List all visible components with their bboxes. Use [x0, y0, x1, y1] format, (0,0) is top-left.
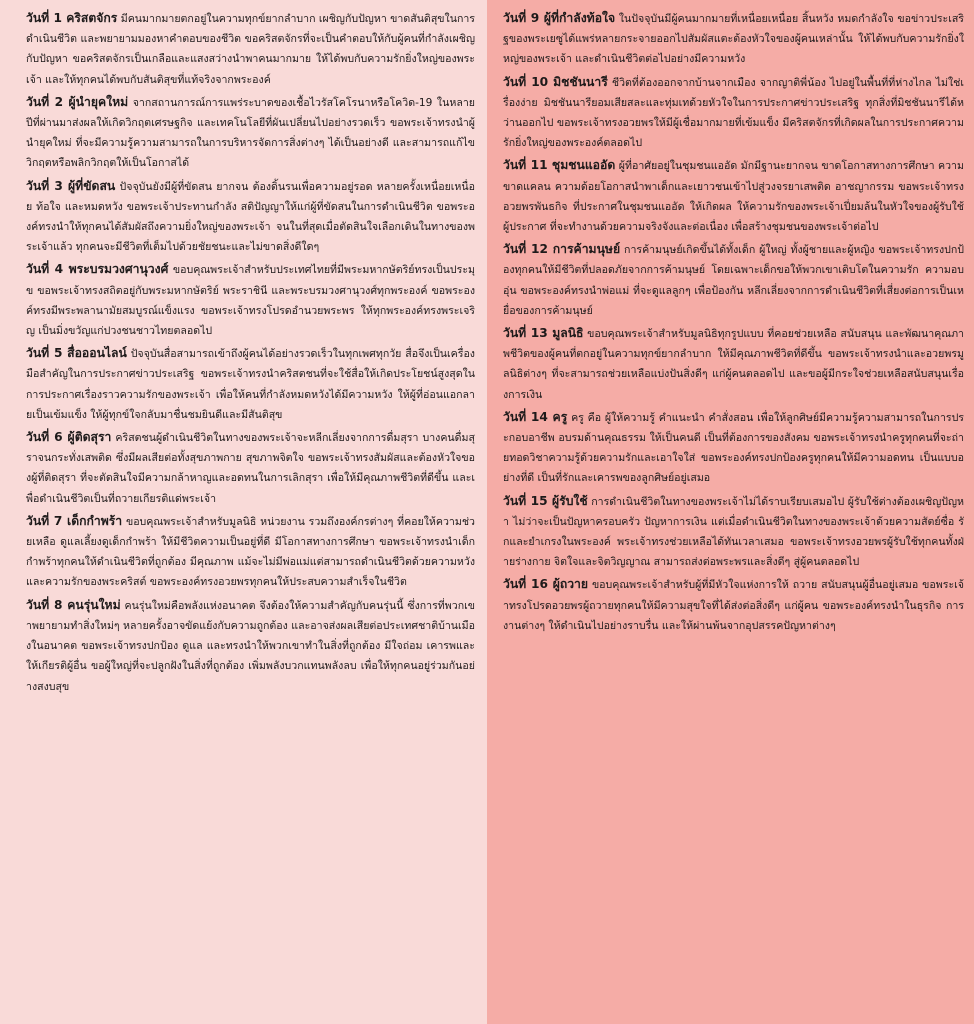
- entry-text: คนรุ่นใหม่คือพลังแห่งอนาคต จึงต้องให้ความสำคัญกับคนรุ่นนี้ ซึ่งการที่พวกเขาพยายามทำสิ่งใหม่ๆ หลายครั้งอาจขัดแย้งกับความถูกต้อง และอาจส่งผลเสียต่อประเทศชาติบ้านเมืองในอนาคต ขอพระเจ้าทรงปกป้อง ดูแล และทรงนำให้พวกเขาทำในสิ่งที่ถูกต้อง มีใจถ่อม เคารพและให้เกียรติผู้อื่น ขอผู้ใหญ่ที่จะปลูกฝังในสิ่งที่ถูกต้อง เพิ่มพลังบวกแทนพลังลบ เพื่อให้ทุกคนอยู่ร่วมกันอย่างสงบสุข: [26, 599, 475, 693]
- prayer-entry: [26, 427, 475, 509]
- entry-heading: วันที่ 9 ผู้ที่กำลังท้อใจ: [503, 11, 616, 25]
- prayer-entry: [26, 595, 475, 697]
- prayer-entry: [503, 239, 964, 321]
- prayer-entry: [26, 259, 475, 341]
- entry-heading: วันที่ 4 พระบรมวงศานุวงศ์: [26, 262, 169, 277]
- prayer-entry: [26, 176, 475, 258]
- entry-text: ขอบคุณพระเจ้าสำหรับมูลนิธิทุกรูปแบบ ที่คอยช่วยเหลือ สนับสนุน และพัฒนาคุณภาพชีวิตของผู้คนที่ตกอยู่ในความทุกข์ยากลำบาก ให้มีคุณภาพชีวิตที่ดีขึ้น ขอพระเจ้าทรงนำและอวยพรมูลนิธิต่างๆ ที่จะสามารถช่วยเหลือแบ่งปันสิ่งดีๆ แก่ผู้คนตลอดไป และขอผู้มีกระใจช่วยเหลือสนับสนุนเรื่องการเงิน: [503, 328, 964, 401]
- entry-heading: วันที่ 14 ครู: [503, 409, 568, 424]
- entry-text: ขอบคุณพระเจ้าสำหรับผู้ที่มีหัวใจแห่งการให้ ถวาย สนับสนุนผู้อื่นอยู่เสมอ ขอพระเจ้าทรงโปรดอวยพรผู้ถวายทุกคนให้มีความสุขใจที่ได้ส่งต่อสิ่งดีๆ แก่ผู้คน ขอพระองค์ทรงนำในธุรกิจ การงานต่างๆ ให้ดำเนินไปอย่างราบรื่น และให้ผ่านพ้นจากอุปสรรคปัญหาต่างๆ: [503, 579, 964, 632]
- right-column: [487, 0, 974, 1024]
- entry-text: ปัจจุบันยังมีผู้ที่ขัดสน ยากจน ต้องดิ้นรนเพื่อความอยู่รอด หลายครั้งเหนื่อยเหนื่อย ท้อใจ และหมดหวัง ขอพระเจ้าประทานกำลัง สติปัญญาให้แก่ผู้ที่ขัดสนในการดำเนินชีวิต ขอพระองค์ทรงนำให้ทุกคนได้สัมผัสถึงความยิ่งใหญ่ของพระเจ้า จนในที่สุดเมื่อตัดสินใจเลือกเดินในทางของพระเจ้าแล้ว ทุกคนจะมีชีวิตที่เต็มไปด้วยชัยชนะและไม่ขาดสิ่งดีใดๆ: [26, 180, 475, 254]
- entry-text: คริสตชนผู้ดำเนินชีวิตในทางของพระเจ้าจะหลีกเลี่ยงจากการดื่มสุรา บางคนดื่มสุราจนกระทั่งเสพติด ซึ่งมีผลเสียต่อทั้งสุขภาพกาย สุขภาพจิตใจ ขอพระเจ้าทรงสัมผัสและต้องหัวใจของผู้ที่ติดสุรา ที่จะตัดสินใจมีความกล้าหาญและอดทนในการเลิกสุรา เพื่อให้มีคุณภาพชีวิตที่ดีขึ้น และเพื่อดำเนินชีวิตเป็นที่ถวายเกียรติแด่พระเจ้า: [26, 432, 475, 505]
- prayer-entry: [26, 8, 475, 90]
- entry-heading: วันที่ 10 มิชชันนารี: [503, 74, 608, 89]
- entry-text: ขอบคุณพระเจ้าสำหรับประเทศไทยที่มีพระมหากษัตริย์ทรงเป็นประมุข ขอพระเจ้าทรงสถิตอยู่กับพระมหากษัตริย์ พระราชินี และพระบรมวงศานุวงศ์ทุกพระองค์ ขอพระองค์ทรงมีพระพลานามัยสมบูรณ์แข็งแรง ขอพระเจ้าทรงโปรดอำนวยพระพร ให้ทุกพระองค์ทรงพระเจริญ เป็นมิ่งขวัญแก่ปวงชนชาวไทยตลอดไป: [26, 264, 475, 338]
- prayer-entry: [503, 8, 964, 70]
- entry-text: ผู้ที่อาศัยอยู่ในชุมชนแออัด มักมีฐานะยากจน ขาดโอกาสทางการศึกษา ความขาดแคลน ความด้อยโอกาสนำพาเด็กและเยาวชนเข้าไปสู่วงจรยาเสพติด อาชญากรรม ขอพระเจ้าทรงอวยพรพันธกิจ ที่ประกาศในชุมชนแออัด ให้เกิดผล ให้ความรักของพระเจ้าเปี่ยมล้นในหัวใจของผู้รับใช้ ผู้ประกาศ ที่จะทำงานด้วยความจริงจังและต่อเนื่อง เพื่อสร้างชุมชนของพระเจ้าต่อไป: [503, 160, 964, 234]
- prayer-entry: [26, 92, 475, 174]
- entry-heading: วันที่ 15 ผู้รับใช้: [503, 493, 588, 508]
- entry-heading: วันที่ 7 เด็กกำพร้า: [26, 513, 123, 528]
- entry-text: มีคนมากมายตกอยู่ในความทุกข์ยากลำบาก เผชิญกับปัญหา ขาดสันติสุขในการดำเนินชีวิต และพยายามมองหาคำตอบของชีวิต ขอคริสตจักรที่จะเป็นคำตอบให้กับผู้คนที่กำลังเผชิญกับปัญหา ขอคริสตจักรเป็นเกลือและแสงสว่างนำพาคนมากมาย ให้ได้พบกับความรักยิ่งใหญ่ของพระเจ้า และให้ทุกคนได้พบกับสันติสุขที่แท้จริงจากพระองค์: [26, 13, 475, 86]
- prayer-entry: [503, 323, 964, 405]
- entry-heading: วันที่ 8 คนรุ่นใหม่: [26, 597, 121, 612]
- prayer-entry: [503, 407, 964, 489]
- entry-heading: วันที่ 2 ผู้นำยุคใหม่: [26, 94, 129, 109]
- entry-heading: วันที่ 6 ผู้ติดสุรา: [26, 430, 112, 445]
- entry-text: ขอบคุณพระเจ้าสำหรับมูลนิธิ หน่วยงาน รวมถึงองค์กรต่างๆ ที่คอยให้ความช่วยเหลือ ดูแลเลี้ยงดูเด็กกำพร้า ให้มีชีวิตความเป็นอยู่ที่ดี มีโอกาสทางการศึกษา ขอพระเจ้าทรงนำเด็กกำพร้าทุกคนให้ดำเนินชีวิตที่ถูกต้อง มีคุณภาพ แม้จะไม่มีพ่อแม่แต่สามารถดำเนินชีวิตด้วยความหวัง และความรักของพระคริสต์ ขอพระองค์ทรงอวยพรทุกคนให้ประสบความสำเร็จในชีวิต: [26, 515, 475, 589]
- prayer-entry: [503, 574, 964, 636]
- entry-heading: วันที่ 3 ผู้ที่ขัดสน: [26, 178, 116, 193]
- prayer-entry: [503, 72, 964, 154]
- entry-text: การค้ามนุษย์เกิดขึ้นได้ทั้งเด็ก ผู้ใหญ่ ทั้งผู้ชายและผู้หญิง ขอพระเจ้าทรงปกป้องทุกคนให้มีชีวิตที่ปลอดภัยจากการค้ามนุษย์ โดยเฉพาะเด็กขอให้พวกเขาเติบโตในความรัก ความอบอุ่น ขอพระองค์ทรงนำพ่อแม่ ที่จะดูแลลูกๆ เพื่อป้องกัน หลีกเลี่ยงจากการดำเนินชีวิตที่เสี่ยงต่อการเป็นเหยื่อของการค้ามนุษย์: [503, 244, 964, 317]
- entry-heading: วันที่ 16 ผู้ถวาย: [503, 577, 589, 592]
- prayer-entry: [503, 491, 964, 573]
- entry-text: ปัจจุบันสื่อสามารถเข้าถึงผู้คนได้อย่างรวดเร็วในทุกเพศทุกวัย สื่อจึงเป็นเครื่องมือสำคัญในการประกาศข่าวประเสริฐ ขอพระเจ้าทรงนำคริสตชนที่จะใช้สื่อให้เกิดประโยชน์สูงสุดในการประกาศเรื่องราวความรักของพระเจ้า เพื่อให้คนที่กำลังหมดหวังได้มีความหวัง ให้ผู้ที่อ่อนแอกลายเป็นเข้มแข็ง ให้ผู้ทุกข์ใจกลับมาชื่นชมยินดีและมีสันติสุข: [26, 348, 475, 421]
- entry-heading: วันที่ 12 การค้ามนุษย์: [503, 242, 621, 257]
- entry-heading: วันที่ 11 ชุมชนแออัด: [503, 158, 616, 173]
- entry-heading: วันที่ 5 สื่อออนไลน์: [26, 346, 127, 361]
- entry-text: ชีวิตที่ต้องออกจากบ้านจากเมือง จากญาติพี่น้อง ไปอยู่ในพื้นที่ที่ห่างไกล ไม่ใช่เรื่องง่าย มิชชันนารียอมเสียสละและทุ่มเทด้วยหัวใจในการประกาศข่าวประเสริฐ ทุกสิ่งที่มิชชันนารีได้หว่านออกไป ขอพระเจ้าทรงอวยพรให้มีผู้เชื่อมากมายที่เข้มแข็ง มีคริสตจักรที่เกิดผลในการประกาศความรักยิ่งใหญ่ของพระองค์ตลอดไป: [503, 76, 964, 150]
- prayer-entry: [26, 511, 475, 593]
- entry-text: การดำเนินชีวิตในทางของพระเจ้าไม่ได้ราบเรียบเสมอไป ผู้รับใช้ต่างต้องเผชิญปัญหา ไม่ว่าจะเป็นปัญหาครอบครัว ปัญหาการเงิน แต่เมื่อดำเนินชีวิตในทางของพระเจ้าด้วยความสัตย์ซื่อ รักและยำเกรงในพระองค์ พระเจ้าทรงช่วยเหลือได้ทันเวลาเสมอ ขอพระเจ้าทรงอวยพรผู้รับใช้ทุกคนทั้งฝ่ายร่างกาย จิตใจและจิตวิญญาณ สามารถส่งต่อพระพรและสิ่งดีๆ สู่ผู้คนตลอดไป: [503, 495, 964, 569]
- entry-heading: วันที่ 1 คริสตจักร: [26, 11, 118, 25]
- prayer-entry: [503, 155, 964, 237]
- entry-heading: วันที่ 13 มูลนิธิ: [503, 326, 584, 341]
- entry-text: ครู คือ ผู้ให้ความรู้ คำแนะนำ คำสั่งสอน เพื่อให้ลูกศิษย์มีความรู้ความสามารถในการประกอบอาชีพ อบรมด้านคุณธรรม ให้เป็นคนดี เป็นที่ต้องการของสังคม ขอพระเจ้าทรงนำครูทุกคนที่จะถ่ายทอดวิชาความรู้ด้วยความรักและเอาใจใส่ ขอพระองค์ทรงปกป้องครูทุกคนให้มีความอดทน เป็นแบบอย่างที่ดี เป็นที่รักและเคารพของลูกศิษย์อยู่เสมอ: [503, 411, 965, 485]
- entry-text: จากสถานการณ์การแพร่ระบาดของเชื้อไวรัสโคโรนาหรือโควิด-19 ในหลายปีที่ผ่านมาส่งผลให้เกิดวิกฤตเศรษฐกิจ และเทคโนโลยีที่ผันเปลี่ยนไปอย่างรวดเร็ว ขอพระเจ้าทรงนำผู้นำยุคใหม่ ที่จะมีความรู้ความสามารถในการบริหารจัดการสิ่งต่างๆ ได้เป็นอย่างดี และสามารถแก้ไขวิกฤตหรือพลิกวิกฤตให้เป็นโอกาสได้: [26, 96, 475, 170]
- prayer-entry: [26, 343, 475, 425]
- entry-text: ในปัจจุบันมีผู้คนมากมายที่เหนื่อยเหนื่อย สิ้นหวัง หมดกำลังใจ ขอข่าวประเสริฐของพระเยซูได้แพร่หลายกระจายออกไปสัมผัสแตะต้องหัวใจของผู้คนเหล่านั้น ให้ได้พบกับความรักยิ่งใหญ่ของพระเจ้า และดำเนินชีวิตต่อไปอย่างมีความหวัง: [503, 13, 964, 66]
